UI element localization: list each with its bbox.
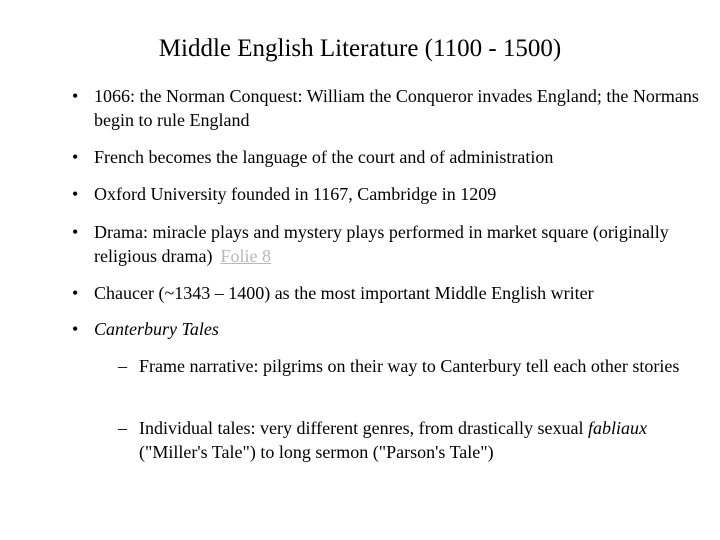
bullet-text-container	[94, 220, 704, 268]
bullet-marker: •	[72, 222, 79, 242]
bullet-text-italic: Canterbury Tales	[94, 319, 219, 339]
sub-bullet-marker: –	[118, 356, 127, 376]
sub-bullet-text-before: Individual tales: very different genres, from drastically sexual	[139, 418, 589, 438]
bullet-text: Drama: miracle plays and mystery plays performed in market square (originally religious drama)	[94, 222, 669, 266]
sub-bullet-text	[139, 416, 709, 464]
bullet-marker: •	[72, 86, 79, 106]
sub-bullet-text: Frame narrative: pilgrims on their way to Canterbury tell each other stories	[139, 356, 680, 376]
bullet-text: Chaucer (~1343 – 1400) as the most important Middle English writer	[94, 283, 594, 303]
slide-title: Middle English Literature (1100 - 1500)	[158, 35, 562, 62]
bullet-text: 1066: the Norman Conquest: William the Conqueror invades England; the Normans begin to rule England	[94, 86, 699, 130]
bullet-marker: •	[72, 147, 79, 167]
bullet-text: French becomes the language of the court and of administration	[94, 147, 554, 167]
folie-link[interactable]: Folie 8	[220, 246, 271, 266]
bullet-marker: •	[72, 319, 79, 339]
sub-bullet-text-after: ("Miller's Tale") to long sermon ("Parson's Tale")	[139, 442, 494, 462]
bullet-marker: •	[72, 283, 79, 303]
bullet-text: Oxford University founded in 1167, Cambridge in 1209	[94, 184, 497, 204]
sub-bullet-marker: –	[118, 418, 127, 438]
bullet-marker: •	[72, 184, 79, 204]
sub-bullet-text-italic: fabliaux	[588, 418, 648, 438]
